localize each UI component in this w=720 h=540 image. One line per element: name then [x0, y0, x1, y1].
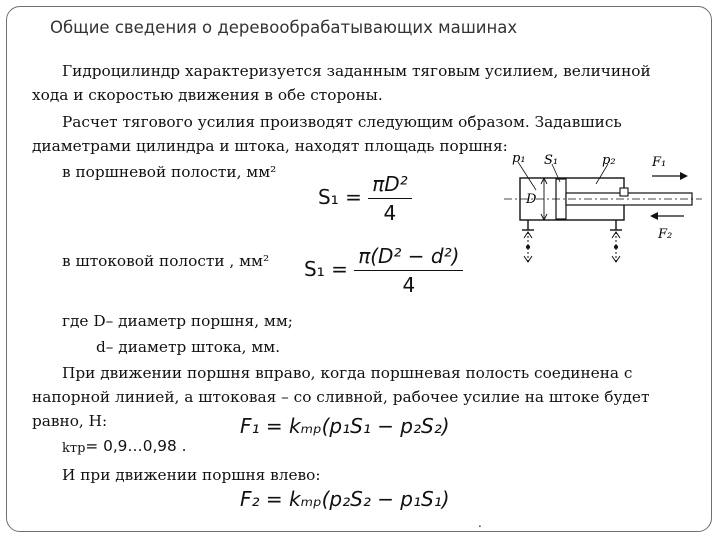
flow-arrow-right — [612, 232, 620, 262]
paragraph-4: И при движении поршня влево: — [62, 466, 321, 484]
piston-cavity-label: в поршневой полости, мм² — [62, 163, 277, 181]
flow-arrow-left — [524, 232, 532, 262]
rod-seal — [620, 188, 628, 196]
F1-label: F₁ — [652, 155, 667, 170]
rod-cavity-label: в штоковой полости , мм² — [62, 252, 270, 270]
force-arrow-F2 — [650, 212, 684, 220]
formula-s1 — [318, 172, 412, 225]
formula-s2-lhs: S₁ = — [304, 257, 348, 281]
hydraulic-cylinder-diagram — [496, 150, 702, 270]
trailing-dot: . — [478, 516, 482, 530]
paragraph-1-line-2: хода и скоростью движения в обе стороны. — [32, 86, 383, 104]
paragraph-3-line-3: равно, Н: — [32, 412, 108, 430]
formula-f2: F₂ = kₘₚ(p₂S₂ − p₁S₁) — [240, 487, 450, 511]
formula-s2 — [304, 244, 463, 297]
formula-s2-denominator: 4 — [354, 270, 463, 297]
slide-title: Общие сведения о деревообрабатывающих машинах — [50, 18, 518, 37]
p1-leader — [518, 162, 536, 190]
definition-d: d– диаметр штока, мм. — [96, 338, 281, 356]
p2-label: p₂ — [602, 153, 616, 168]
definition-D: где D– диаметр поршня, мм; — [62, 312, 293, 330]
formula-s1-fraction — [368, 172, 411, 225]
force-arrow-F1 — [652, 172, 688, 180]
formula-s2-numerator: π(D² − d²) — [358, 244, 460, 268]
paragraph-2-line-1: Расчет тягового усилия производят следующим образом. Задавшись — [62, 113, 622, 131]
formula-s1-lhs: S₁ = — [318, 185, 362, 209]
s1-label: S₁ — [544, 153, 559, 168]
ktr-line — [62, 437, 187, 457]
paragraph-2-line-2: диаметрами цилиндра и штока, находят площадь поршня: — [32, 137, 508, 155]
diameter-label: D — [526, 192, 537, 207]
formula-f1: F₁ = kₘₚ(p₁S₁ − p₂S₂) — [240, 414, 450, 438]
paragraph-3-line-1: При движении поршня вправо, когда поршневая полость соединена с — [62, 364, 633, 382]
paragraph-1-line-1: Гидроцилиндр характеризуется заданным тяговым усилием, величиной — [62, 62, 651, 80]
F2-label: F₂ — [658, 227, 673, 242]
ktr-value: = 0,9…0,98 . — [85, 437, 187, 455]
p1-label: p₁ — [512, 151, 526, 166]
formula-s2-fraction — [354, 244, 463, 297]
formula-s1-denominator: 4 — [368, 198, 411, 225]
formula-s1-numerator: πD² — [372, 172, 408, 196]
ktr-label: kтр — [62, 441, 86, 456]
paragraph-3-line-2: напорной линией, а штоковая – со сливной, рабочее усилие на штоке будет — [32, 388, 650, 406]
